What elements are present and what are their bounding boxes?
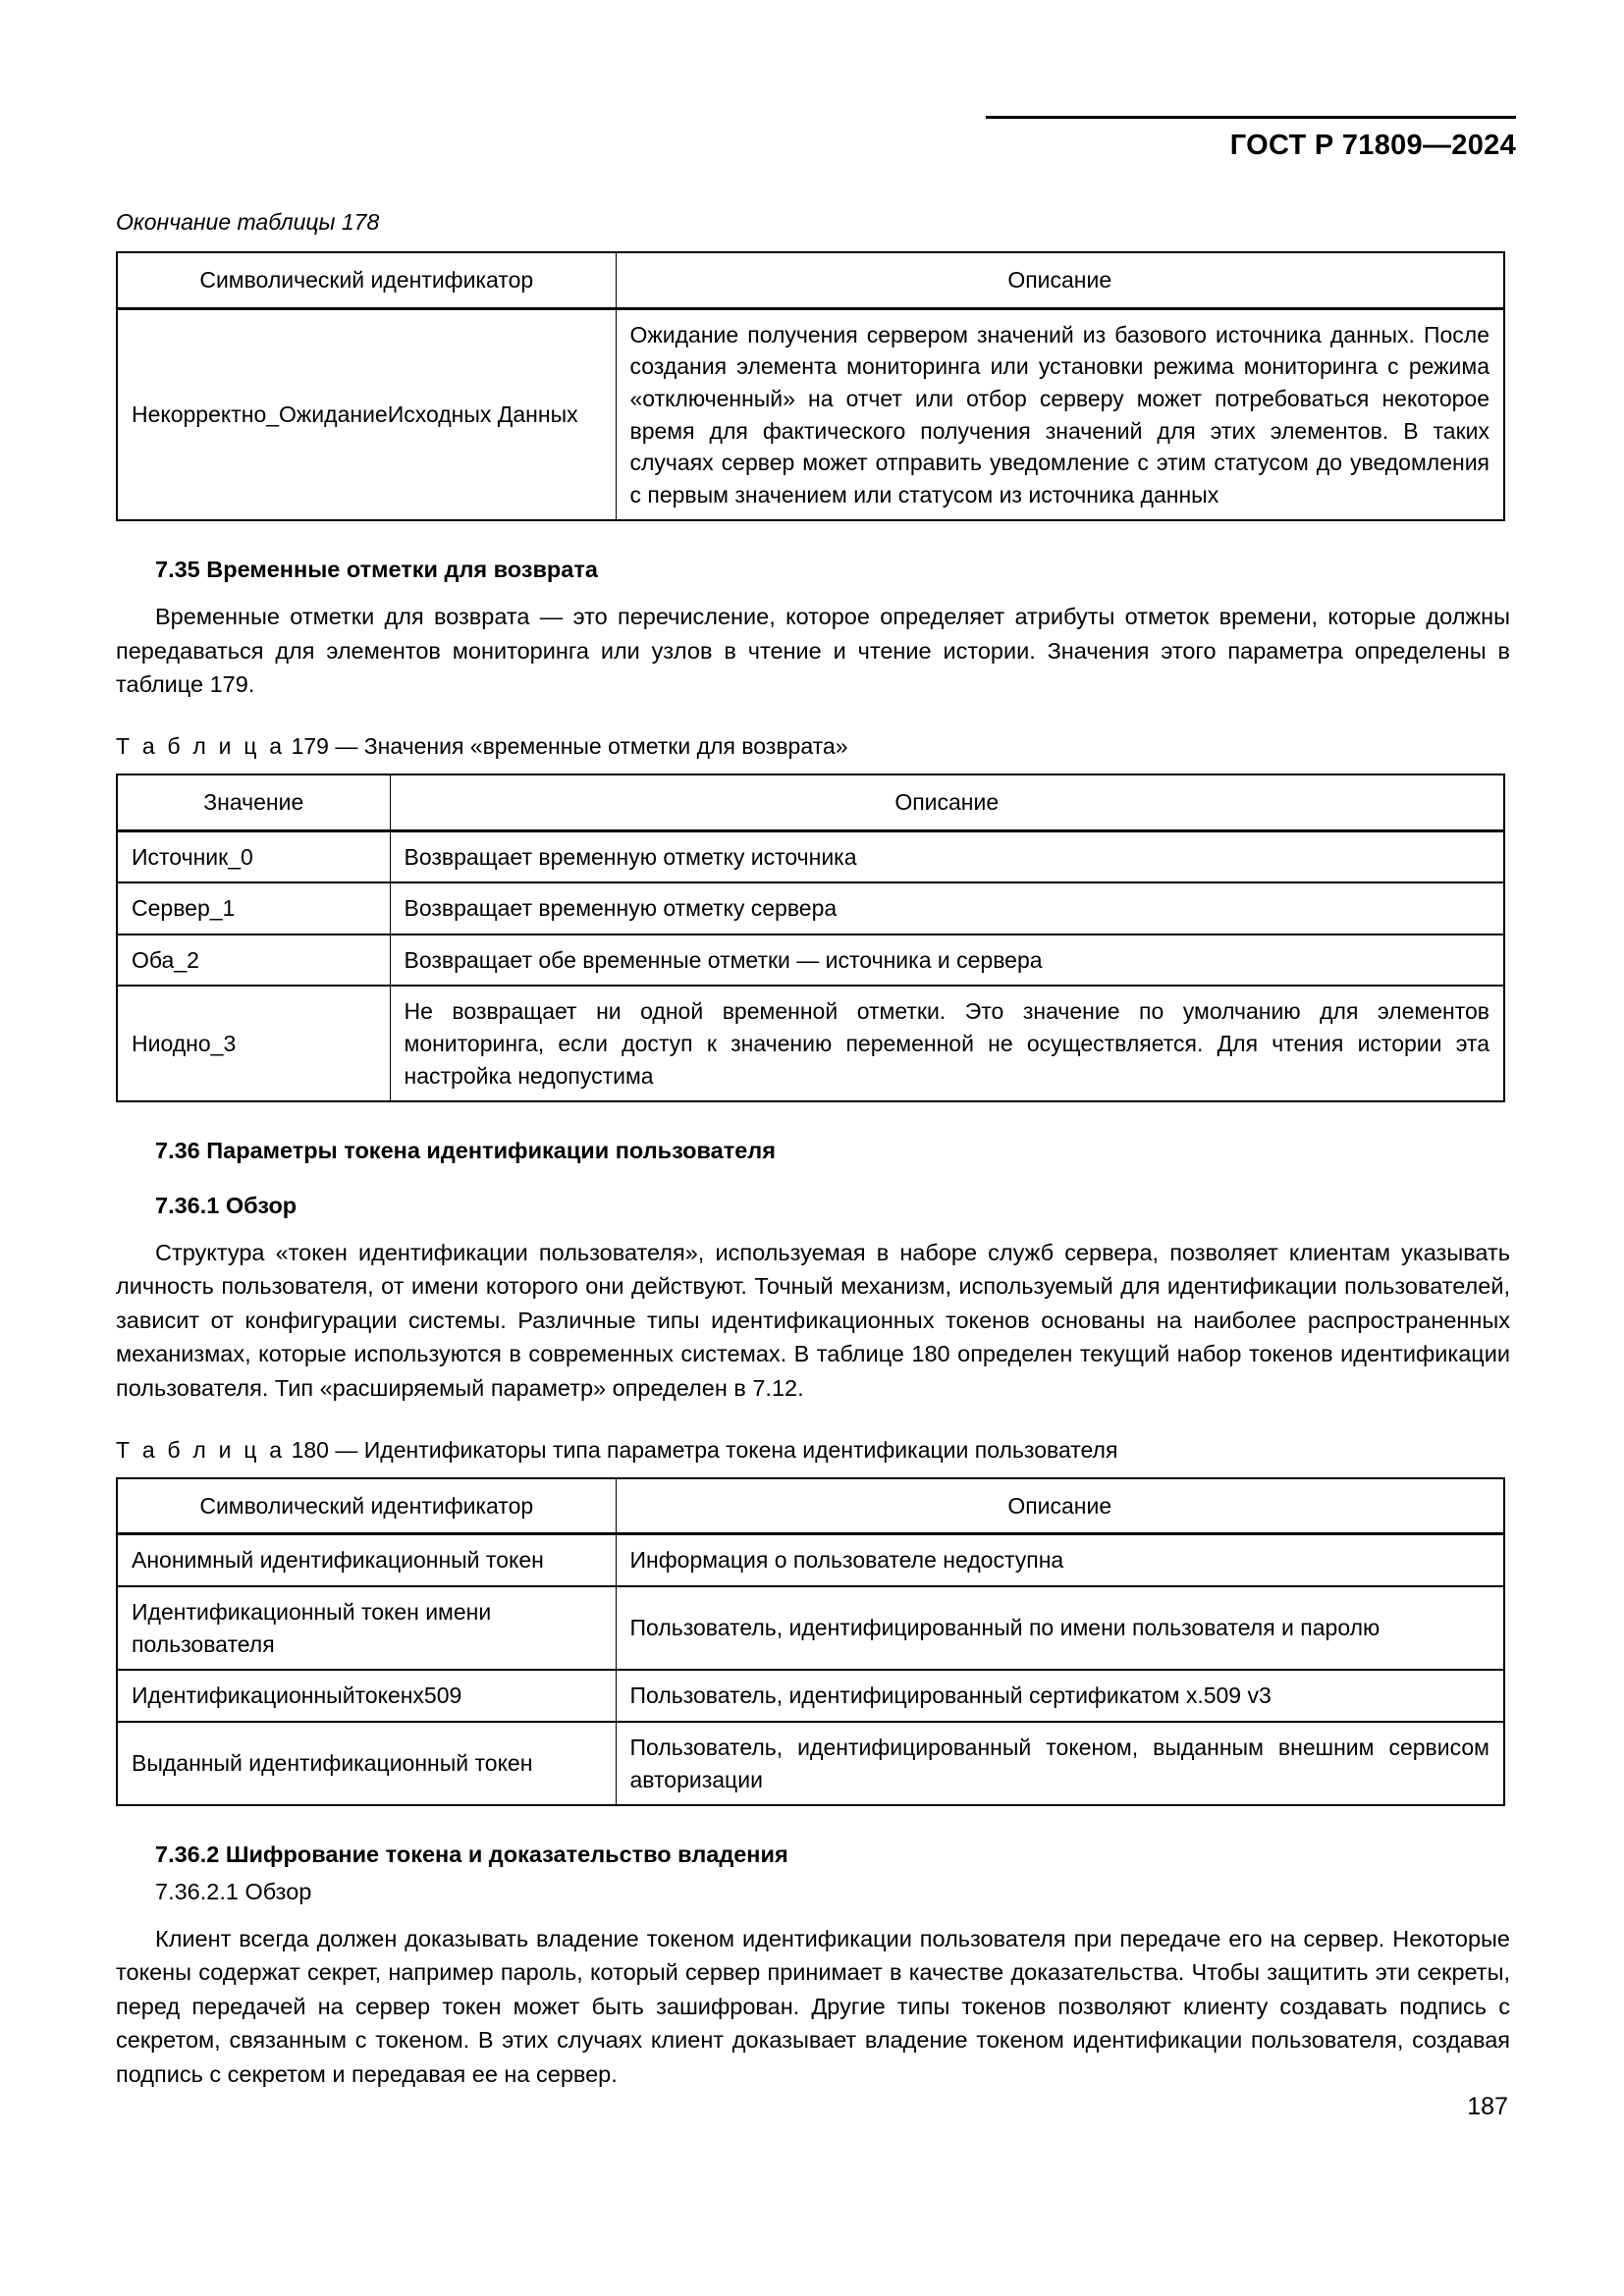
header-rule [986, 116, 1516, 119]
section-7-36-1-paragraph: Структура «токен идентификации пользователя», используемая в наборе служб сервера, позволяет клиентам указывать личность пользователя, от имени которого они действуют. Точный механизм, используемый для идентификации пользователей, зависит от конфигурации системы. Различные типы идентификационных токенов основаны на наиболее распространенных механизмах, которые используются в современных системах. В таблице 180 определен текущий набор токенов идентификации пользователя. Тип «расширяемый параметр» определен в 7.12. [116, 1239, 1510, 1401]
table-179-cell-description: Возвращает обе временные отметки — источника и сервера [390, 934, 1504, 987]
section-heading-7-35: 7.35 Временные отметки для возврата [155, 557, 598, 583]
table-179-header-row [117, 774, 1504, 830]
table-180-header-row [117, 1478, 1504, 1534]
table-180-caption [116, 1435, 1510, 1466]
table-179-col-value: Значение [117, 774, 390, 830]
section-7-35-paragraph: Временные отметки для возврата — это перечисление, которое определяет атрибуты отметок времени, которые должны передаваться для элементов мониторинга или узлов в чтение и чтение истории. Значения этого параметра определены в таблице 179. [116, 604, 1510, 698]
table-row [117, 986, 1504, 1101]
table-179-caption-label: Т а б л и ц а [116, 732, 286, 759]
section-7-36-2-1-paragraph: Клиент всегда должен доказывать владение токеном идентификации пользователя при передаче его на сервер. Некоторые токены содержат секрет, например пароль, который сервер принимает в качестве доказательства. Чтобы защитить эти секреты, перед передачей на сервер токен может быть зашифрован. Другие типы токенов позволяют клиенту создавать подпись с секретом, связанным с токеном. В этих случаях клиент доказывает владение токеном идентификации пользователя, создавая подпись с секретом и передавая ее на сервер. [116, 1925, 1510, 2087]
table-178-header-row [117, 252, 1504, 308]
table-178-col-identifier: Символический идентификатор [117, 252, 616, 308]
section-heading-7-36-2: 7.36.2 Шифрование токена и доказательство владения [155, 1842, 788, 1868]
table-row [117, 830, 1504, 882]
table-row [117, 308, 1504, 520]
table-180-cell-identifier: Идентификационный токен имени пользователя [117, 1586, 616, 1670]
table-row [117, 1670, 1504, 1722]
table-179-cell-value: Сервер_1 [117, 882, 390, 934]
table-row [117, 1534, 1504, 1586]
table-178-cell-identifier: Некорректно_ОжиданиеИсходных Данных [117, 308, 616, 520]
table-178-cell-description: Ожидание получения сервером значений из базового источника данных. После создания элемента мониторинга или установки режима мониторинга с режима «отключенный» на отчет или отбор серверу может потребоваться некоторое время для фактического получения значений для этих элементов. В таких случаях сервер может отправить уведомление с этим статусом до уведомления с первым значением или статусом из источника данных [616, 308, 1504, 520]
table-180-cell-identifier: Анонимный идентификационный токен [117, 1534, 616, 1586]
table-180 [116, 1477, 1505, 1807]
standard-number: ГОСТ Р 71809—2024 [1229, 130, 1516, 161]
table-180-caption-text: 180 — Идентификаторы типа параметра токена идентификации пользователя [291, 1436, 1118, 1463]
table-179-caption [116, 731, 1510, 762]
section-heading-7-36-1: 7.36.1 Обзор [155, 1193, 298, 1219]
table-180-caption-label: Т а б л и ц а [116, 1436, 286, 1463]
table-179-cell-description: Возвращает временную отметку источника [390, 830, 1504, 882]
table-180-cell-identifier: Идентификационныйтокенх509 [117, 1670, 616, 1722]
table-179-cell-description: Возвращает временную отметку сервера [390, 882, 1504, 934]
table-180-cell-description: Пользователь, идентифицированный по имени пользователя и паролю [616, 1586, 1504, 1670]
page-header [108, 130, 1516, 175]
table-179-col-description: Описание [390, 774, 1504, 830]
table-180-cell-identifier: Выданный идентификационный токен [117, 1722, 616, 1805]
table-179 [116, 774, 1505, 1103]
table-row [117, 934, 1504, 987]
table-180-cell-description: Информация о пользователе недоступна [616, 1534, 1504, 1586]
table-178-caption: Окончание таблицы 178 [116, 209, 380, 235]
table-row [117, 1586, 1504, 1670]
table-179-caption-text: 179 — Значения «временные отметки для возврата» [291, 732, 848, 759]
section-heading-7-36: 7.36 Параметры токена идентификации пользователя [155, 1138, 776, 1164]
table-178-col-description: Описание [616, 252, 1504, 308]
table-180-col-identifier: Символический идентификатор [117, 1478, 616, 1534]
table-row [117, 882, 1504, 934]
table-180-cell-description: Пользователь, идентифицированный сертификатом x.509 v3 [616, 1670, 1504, 1722]
table-179-cell-value: Источник_0 [117, 830, 390, 882]
table-179-cell-value: Оба_2 [117, 934, 390, 987]
document-content [116, 208, 1510, 2091]
table-row [117, 1722, 1504, 1805]
section-heading-7-36-2-1: 7.36.2.1 Обзор [155, 1878, 312, 1904]
table-180-cell-description: Пользователь, идентифицированный токеном, выданным внешним сервисом авторизации [616, 1722, 1504, 1805]
table-180-col-description: Описание [616, 1478, 1504, 1534]
table-178 [116, 251, 1505, 522]
page-number: 187 [1467, 2093, 1508, 2120]
table-179-cell-value: Ниодно_3 [117, 986, 390, 1101]
table-179-cell-description: Не возвращает ни одной временной отметки. Это значение по умолчанию для элементов мониторинга, если доступ к значению переменной не осуществляется. Для чтения истории эта настройка недопустима [390, 986, 1504, 1101]
